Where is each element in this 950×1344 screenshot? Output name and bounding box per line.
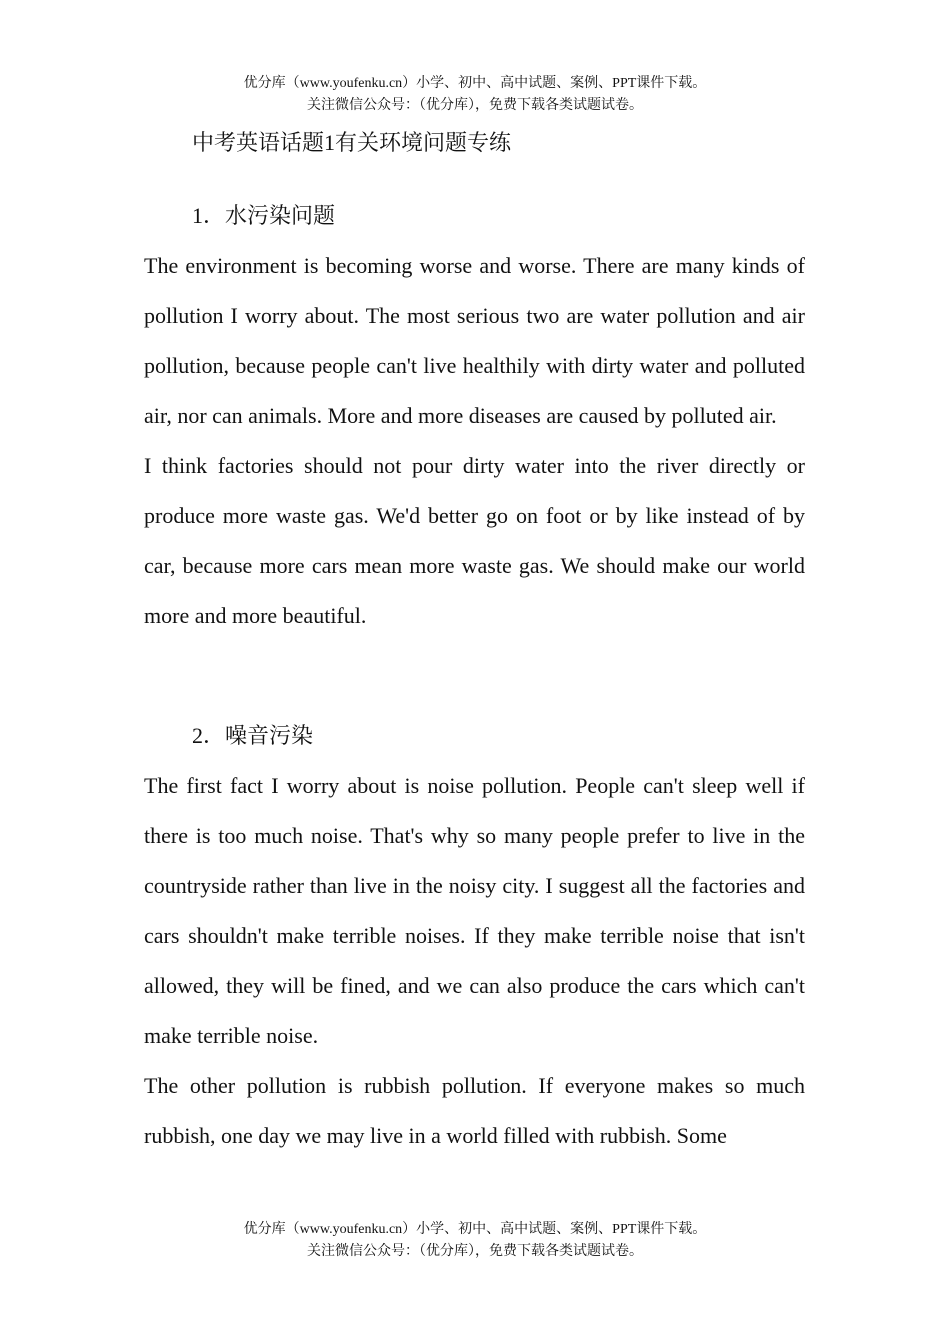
paragraph: The environment is becoming worse and worse. There are many kinds of pollution I worry about. The most serious two are water pollution and air pollution, because people can't live healthily with dirty water and polluted air, nor can animals. More and more diseases are caused by polluted air. (144, 253, 805, 428)
page-footer (0, 1219, 950, 1263)
section-heading-noise-pollution: 2．噪音污染 (192, 723, 314, 748)
paragraph: The first fact I worry about is noise pollution. People can't sleep well if there is too much noise. That's why so many people prefer to live in the countryside rather than live in the noisy city. I suggest all the factories and cars shouldn't make terrible noises. If they make terrible noise that isn't allowed, they will be fined, and we can also produce the cars which can't make terrible noise. (144, 773, 805, 1048)
paragraph: The other pollution is rubbish pollution. If everyone makes so much rubbish, one day we may live in a world filled with rubbish. Some (144, 1073, 805, 1148)
header-line-1: 优分库（www.youfenku.cn）小学、初中、高中试题、案例、PPT课件下载。 (243, 76, 707, 91)
section-body-water-pollution (144, 241, 805, 641)
footer-line-1: 优分库（www.youfenku.cn）小学、初中、高中试题、案例、PPT课件下载。 (243, 1222, 707, 1237)
document-title: 中考英语话题1有关环境问题专练 (192, 130, 512, 155)
section-body-noise-pollution (144, 761, 805, 1161)
paragraph: I think factories should not pour dirty water into the river directly or produce more waste gas. We'd better go on foot or by like instead of by car, because more cars mean more waste gas. We should make our world more and more beautiful. (144, 453, 805, 628)
footer-line-2: 关注微信公众号：（优分库），免费下载各类试题试卷。 (307, 1244, 643, 1259)
header-line-2: 关注微信公众号：（优分库），免费下载各类试题试卷。 (307, 98, 643, 113)
page-header (0, 73, 950, 117)
section-heading-water-pollution: 1．水污染问题 (192, 203, 336, 228)
